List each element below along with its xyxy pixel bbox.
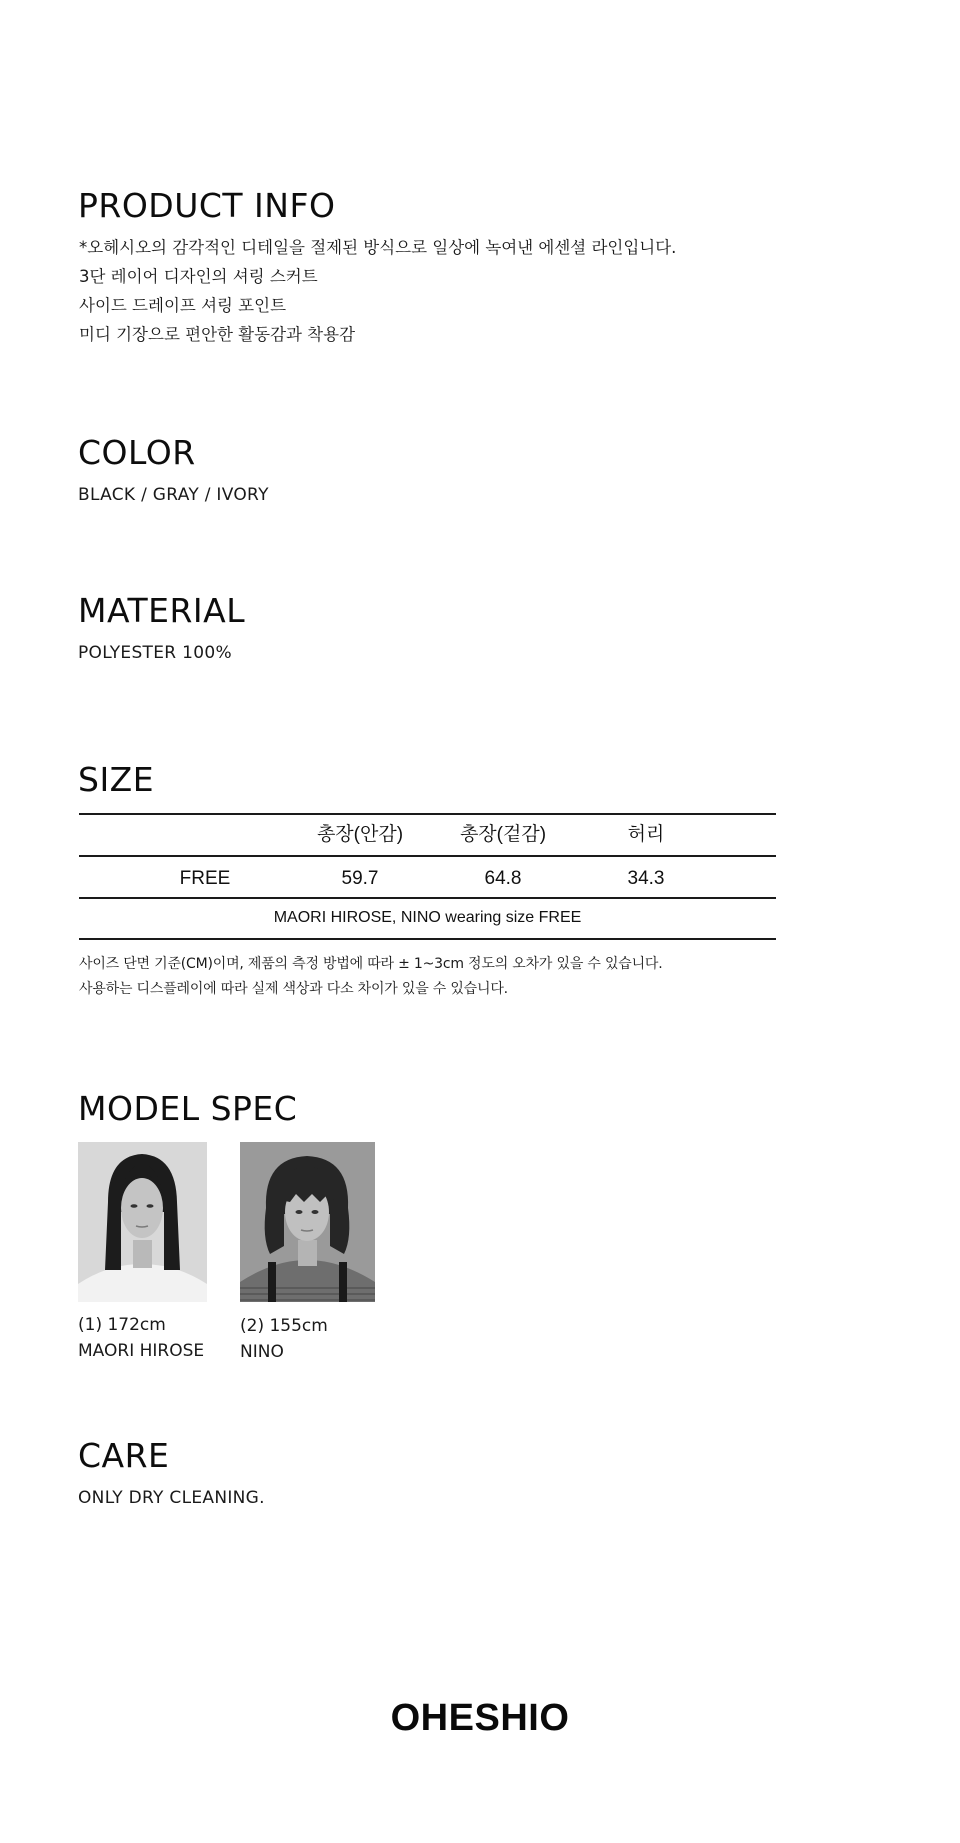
size-heading: SIZE — [78, 760, 155, 799]
product-info-line: 3단 레이어 디자인의 셔링 스커트 — [79, 267, 318, 286]
size-note: 사이즈 단면 기준(CM)이며, 제품의 측정 방법에 따라 ± 1~3cm 정도의 오차가 있을 수 있습니다. — [79, 956, 663, 972]
table-rule-bottom — [79, 938, 776, 940]
brand-logo: OHESHIO — [390, 1697, 570, 1739]
model-2-height: (2) 155cm — [240, 1316, 328, 1336]
product-info-line: 미디 기장으로 편안한 활동감과 착용감 — [79, 325, 356, 344]
model-photo-1 — [78, 1142, 207, 1302]
product-info-line: *오헤시오의 감각적인 디테일을 절제된 방식으로 일상에 녹여낸 에센셜 라인입니다. — [79, 238, 677, 257]
table-cell: 64.8 — [484, 868, 522, 889]
care-value: ONLY DRY CLEANING. — [78, 1488, 265, 1508]
material-value: POLYESTER 100% — [78, 643, 232, 663]
product-info-heading: PRODUCT INFO — [78, 186, 336, 225]
table-rule-header — [79, 855, 776, 857]
model-photo-2 — [240, 1142, 375, 1302]
table-rule-body — [79, 897, 776, 899]
table-rule-top — [79, 813, 776, 815]
color-heading: COLOR — [78, 433, 196, 472]
product-info-line: 사이드 드레이프 셔링 포인트 — [79, 296, 287, 315]
table-cell-size: FREE — [179, 868, 231, 889]
model-1-name: MAORI HIROSE — [78, 1341, 205, 1361]
model-2-name: NINO — [240, 1342, 284, 1362]
size-note: 사용하는 디스플레이에 따라 실제 색상과 다소 차이가 있을 수 있습니다. — [79, 981, 508, 997]
table-cell: 34.3 — [627, 868, 665, 889]
table-header-cell: 허리 — [627, 824, 665, 845]
table-wearing-note: MAORI HIROSE, NINO wearing size FREE — [273, 909, 582, 926]
table-header-cell: 총장(겉감) — [459, 824, 547, 845]
model-1-height: (1) 172cm — [78, 1315, 166, 1335]
care-heading: CARE — [78, 1436, 170, 1475]
material-heading: MATERIAL — [78, 591, 246, 630]
color-value: BLACK / GRAY / IVORY — [78, 485, 269, 505]
table-cell: 59.7 — [341, 868, 379, 889]
table-header-cell: 총장(안감) — [316, 824, 404, 845]
model-spec-heading: MODEL SPEC — [78, 1089, 298, 1128]
